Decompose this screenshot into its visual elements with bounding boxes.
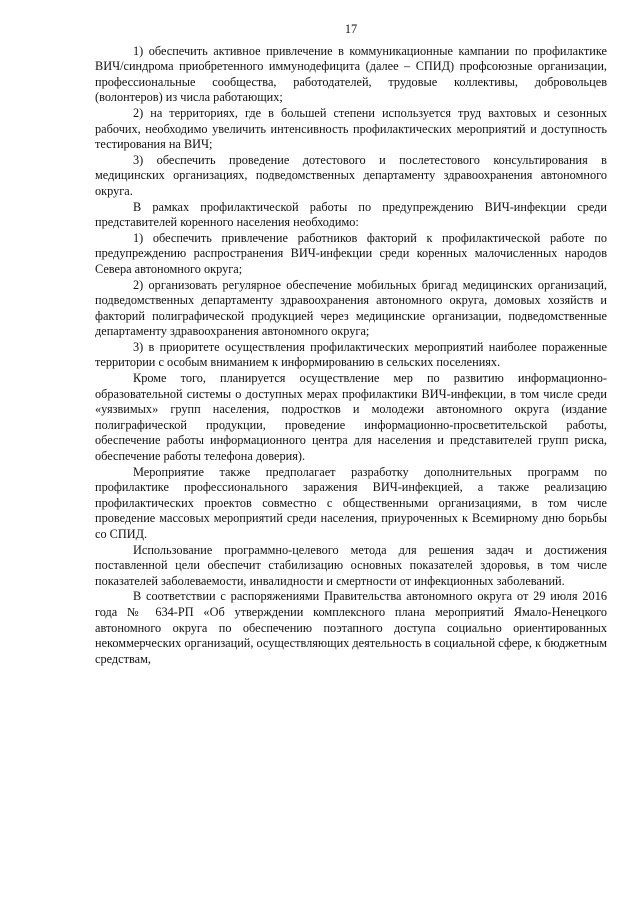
paragraph: В рамках профилактической работы по предупреждению ВИЧ-инфекции среди представителей коренного населения необходимо: [95, 199, 607, 230]
paragraph: Мероприятие также предполагает разработку дополнительных программ по профилактике профессионального заражения ВИЧ-инфекцией, а также реализацию профилактических проектов совместно с общественными организациями, в том числе проведение массовых мероприятий среди населения, приуроченных к Всемирному дню борьбы со СПИД. [95, 464, 607, 541]
paragraph: Кроме того, планируется осуществление мер по развитию информационно-образовательной системы о доступных мерах профилактики ВИЧ-инфекции, в том числе среди «уязвимых» групп населения, подростков и молодежи автономного округа (издание полиграфической продукции, проведение информационно-просветительской работы, обеспечение работы информационного центра для населения и представителей групп риска, обеспечение работы телефона доверия). [95, 371, 607, 464]
paragraph: 2) на территориях, где в большей степени используется труд вахтовых и сезонных рабочих, необходимо увеличить интенсивность профилактических мероприятий и доступность тестирования на ВИЧ; [95, 105, 607, 152]
paragraph: В соответствии с распоряжениями Правительства автономного округа от 29 июля 2016 года № 634-РП «Об утверждении комплексного плана мероприятий Ямало-Ненецкого автономного округа по обеспечению поэтапного доступа социально ориентированных некоммерческих организаций, осуществляющих деятельность в социальной сфере, к бюджетным средствам, [95, 589, 607, 666]
paragraph: Использование программно-целевого метода для решения задач и достижения поставленной цели обеспечит стабилизацию основных показателей здоровья, в том числе показателей заболеваемости, инвалидности и смертности от инфекционных заболеваний. [95, 542, 607, 588]
paragraph: 2) организовать регулярное обеспечение мобильных бригад медицинских организаций, подведомственных департаменту здравоохранения автономного округа, домовых хозяйств и факторий полиграфической продукцией через медицинские организации, подведомственные департаменту здравоохранения автономного округа; [95, 277, 607, 339]
paragraph: 3) обеспечить проведение дотестового и послетестового консультирования в медицинских организациях, подведомственных департаменту здравоохранения автономного округа. [95, 152, 607, 198]
page-number: 17 [344, 22, 358, 36]
paragraph: 1) обеспечить активное привлечение в коммуникационные кампании по профилактике ВИЧ/синдрома приобретенного иммунодефицита (далее – СПИД) профсоюзные организации, профессиональные сообщества, работодателей, трудовые коллективы, добровольцев (волонтеров) из числа работающих; [95, 43, 607, 105]
paragraph: 3) в приоритете осуществления профилактических мероприятий наиболее пораженные территории с особым вниманием к информированию в сельских поселениях. [95, 339, 607, 370]
document-page [95, 22, 607, 667]
paragraph: 1) обеспечить привлечение работников факторий к профилактической работе по предупреждению распространения ВИЧ-инфекции среди коренных малочисленных народов Севера автономного округа; [95, 230, 607, 276]
